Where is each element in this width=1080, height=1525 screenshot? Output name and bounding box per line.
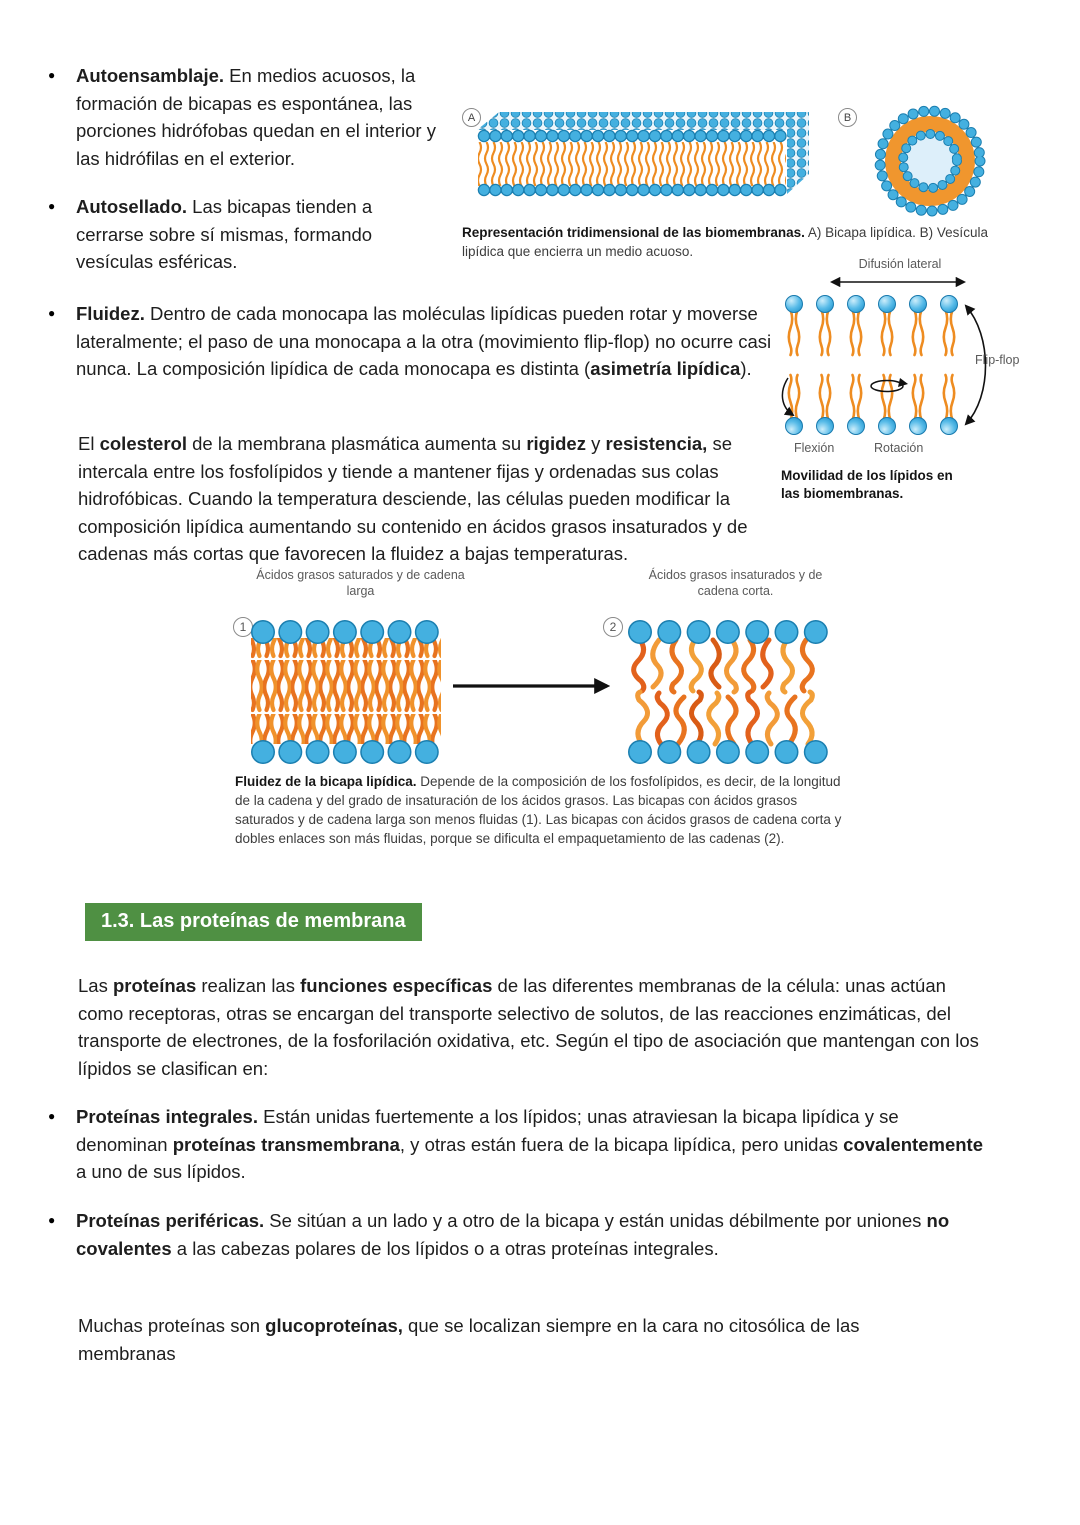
- lipid-mobility-figure-image: [780, 274, 996, 450]
- bilayer-fluidity-figure-image: [235, 606, 880, 778]
- flip-flop-label: Flip-flop: [975, 353, 1020, 367]
- list-item-text: Fluidez. Dentro de cada monocapa las moléculas lipídicas pueden rotar y moverse lateralmente; el paso de una monocapa a la otra (movimiento flip-flop) no ocurre casi nunca. La composición lipídica de cada monocapa es distinta (asimetría lipídica).: [76, 303, 772, 379]
- glycoproteins-paragraph: Muchas proteínas son glucoproteínas, que se localizan siempre en la cara no citosólica de las membranas: [78, 1315, 860, 1364]
- biomembranes-figure-image: [455, 98, 1010, 224]
- figure-label-a-text: A: [467, 111, 476, 124]
- bullet-dot: ●: [48, 68, 56, 82]
- list-item-text: Autoensamblaje. En medios acuosos, la formación de bicapas es espontánea, las porciones hidrófobas quedan en el interior y las hidrófilas en el exterior.: [76, 65, 436, 169]
- figure-number-2-text: 2: [609, 620, 617, 634]
- unsaturated-membrane: [634, 632, 816, 752]
- biomembranes-figure-caption: Representación tridimensional de las biomembranas. A) Bicapa lipídica. B) Vesícula lipídica que encierra un medio acuoso.: [462, 225, 988, 259]
- saturated-acids-label: Ácidos grasos saturados y de cadena larga: [256, 568, 465, 598]
- list-item-autosellado: [48, 193, 423, 276]
- lipid-vesicle: [880, 111, 980, 211]
- section-header-container: [85, 903, 422, 941]
- saturated-membrane: [251, 632, 441, 752]
- cholesterol-paragraph: El colesterol de la membrana plasmática aumenta su rigidez y resistencia, se intercala entre los fosfolípidos y tiende a mantener fijas y ordenadas sus colas hidrofóbicas. Cuando la temperatura desciende, las células pueden modificar la composición lipídica aumentando su contenido en ácidos grasos insaturados y de cadenas más cortas que favorecen la fluidez a bajas temperaturas.: [78, 433, 748, 564]
- flexion-label: Flexión: [794, 441, 835, 455]
- list-item-integral-proteins: [48, 1103, 993, 1186]
- list-item-text: Proteínas periféricas. Se sitúan a un lado y a otro de la bicapa y están unidas débilmente por uniones no covalentes a las cabezas polares de los lípidos o a otras proteínas integrales.: [76, 1210, 950, 1259]
- section-header-1-3: 1.3. Las proteínas de membrana: [85, 903, 422, 941]
- figure-label-b: [838, 108, 857, 127]
- figure-label-a: [462, 108, 481, 127]
- bullet-dot: ●: [48, 199, 56, 213]
- lipid-bilayer-3d: [477, 112, 809, 194]
- proteins-intro-paragraph: Las proteínas realizan las funciones específicas de las diferentes membranas de la célula: unas actúan como receptoras, otras se encargan del transporte selectivo de solutos, de las reacciones enzimáticas, del transporte de electrones, de la fosforilación oxidativa, etc. Según el tipo de asociación que mantengan con los lípidos se clasifican en:: [78, 975, 979, 1079]
- figure-label-b-text: B: [843, 111, 852, 124]
- rotation-label: Rotación: [874, 441, 924, 455]
- list-item-text: Autosellado. Las bicapas tienden a cerrarse sobre sí mismas, formando vesículas esféricas.: [76, 196, 373, 272]
- lipid-mobility-caption: Movilidad de los lípidos en las biomembranas.: [781, 468, 953, 501]
- list-item-autoensamblaje: [48, 62, 448, 172]
- list-item-text: Proteínas integrales. Están unidas fuertemente a los lípidos; unas atraviesan la bicapa lipídica y se denominan proteínas transmembrana, y otras están fuera de la bicapa lipídica, pero unidas covalentemente a uno de sus lípidos.: [76, 1106, 983, 1182]
- upper-leaflet-lipids: [786, 296, 958, 356]
- bullet-dot: ●: [48, 306, 56, 320]
- bilayer-fluidity-caption: Fluidez de la bicapa lipídica. Depende de la composición de los fosfolípidos, es decir, de la longitud de la cadena y del grado de insaturación de los ácidos grasos. Las bicapas con ácidos grasos saturados y de cadena larga son menos fluidas (1). Las bicapas con ácidos grasos de cadena corta y dobles enlaces son más fluidas, porque se dificulta el empaquetamiento de las cadenas (2).: [235, 774, 842, 846]
- figure-number-1-text: 1: [239, 620, 247, 634]
- list-item-fluidez: [48, 300, 778, 383]
- unsaturated-acids-label: Ácidos grasos insaturados y de cadena corta.: [648, 568, 823, 598]
- bullet-dot: ●: [48, 1109, 56, 1123]
- bullet-dot: ●: [48, 1213, 56, 1227]
- list-item-peripheral-proteins: [48, 1207, 1013, 1262]
- lateral-diffusion-label: Difusión lateral: [858, 257, 942, 271]
